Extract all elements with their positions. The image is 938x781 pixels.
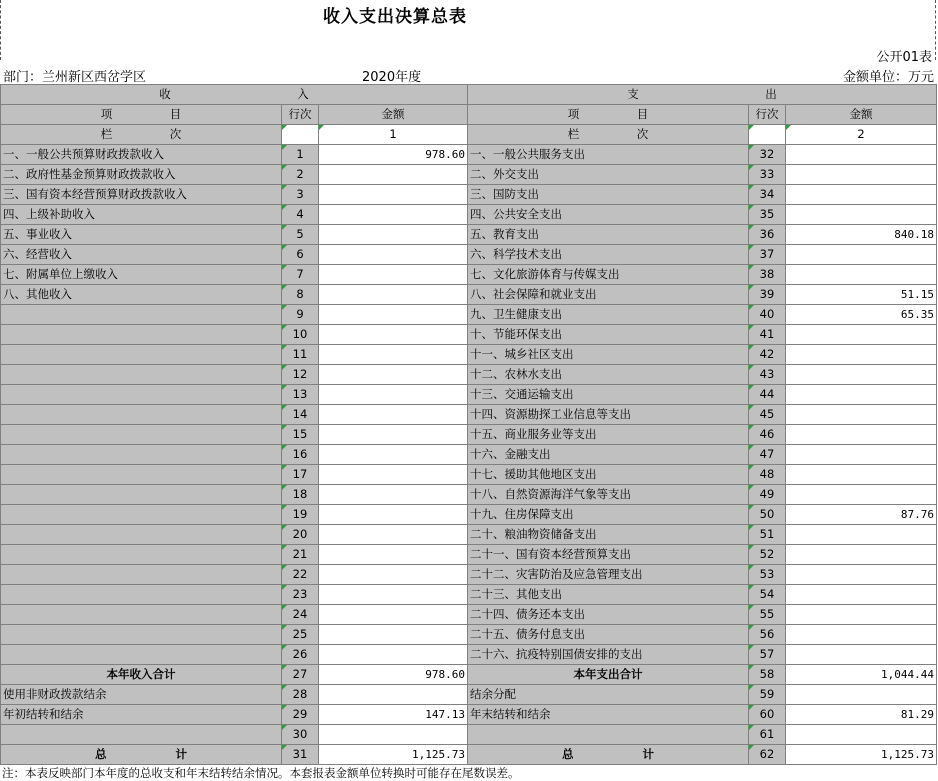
income-amount-header: 金额 — [319, 105, 468, 125]
table-row — [1, 325, 937, 345]
income-amount — [319, 485, 468, 505]
expense-amount — [786, 205, 937, 225]
expense-line-number: 43 — [749, 365, 786, 385]
income-item — [1, 545, 282, 565]
summary-table-body — [1, 85, 937, 765]
expense-item: 十六、金融支出 — [468, 445, 749, 465]
income-amount — [319, 625, 468, 645]
expense-amount — [786, 445, 937, 465]
header-row-column-numbers — [1, 125, 937, 145]
table-row — [1, 385, 937, 405]
income-item — [1, 405, 282, 425]
income-amount — [319, 405, 468, 425]
income-amount — [319, 685, 468, 705]
expense-item: 十五、商业服务业等支出 — [468, 425, 749, 445]
income-amount — [319, 645, 468, 665]
year-label: 2020年度 — [362, 70, 422, 85]
table-row — [1, 725, 937, 745]
total-row — [1, 745, 937, 765]
expense-item: 一、一般公共服务支出 — [468, 145, 749, 165]
income-amount — [319, 205, 468, 225]
income-line-number: 30 — [282, 725, 319, 745]
department-label: 部门：兰州新区西岔学区 — [3, 70, 147, 85]
table-row — [1, 625, 937, 645]
income-line-number: 11 — [282, 345, 319, 365]
expense-line-number: 35 — [749, 205, 786, 225]
expense-column-number: 2 — [786, 125, 937, 145]
expense-amount: 1,044.44 — [786, 665, 937, 685]
income-item — [1, 485, 282, 505]
income-section-header: 收 入 — [1, 85, 468, 105]
income-line-number: 1 — [282, 145, 319, 165]
table-row — [1, 285, 937, 305]
expense-item: 十四、资源勘探工业信息等支出 — [468, 405, 749, 425]
table-row — [1, 365, 937, 385]
expense-item: 七、文化旅游体育与传媒支出 — [468, 265, 749, 285]
income-item — [1, 425, 282, 445]
income-amount — [319, 165, 468, 185]
expense-amount — [786, 465, 937, 485]
income-amount — [319, 185, 468, 205]
expense-amount — [786, 645, 937, 665]
expense-line-number: 39 — [749, 285, 786, 305]
income-line-number: 4 — [282, 205, 319, 225]
table-row — [1, 545, 937, 565]
income-amount — [319, 285, 468, 305]
expense-line-number: 38 — [749, 265, 786, 285]
income-line-number: 17 — [282, 465, 319, 485]
expense-line-number: 37 — [749, 245, 786, 265]
expense-line-number: 51 — [749, 525, 786, 545]
table-row — [1, 485, 937, 505]
expense-item: 二、外交支出 — [468, 165, 749, 185]
table-row — [1, 645, 937, 665]
income-item: 一、一般公共预算财政拨款收入 — [1, 145, 282, 165]
income-line-number: 5 — [282, 225, 319, 245]
income-amount: 978.60 — [319, 665, 468, 685]
expense-amount — [786, 385, 937, 405]
income-item — [1, 565, 282, 585]
expense-amount — [786, 325, 937, 345]
expense-line-number: 52 — [749, 545, 786, 565]
expense-amount — [786, 585, 937, 605]
table-row — [1, 265, 937, 285]
subtotal-row — [1, 665, 937, 685]
table-row — [1, 165, 937, 185]
expense-amount — [786, 165, 937, 185]
expense-amount: 81.29 — [786, 705, 937, 725]
expense-line-number: 47 — [749, 445, 786, 465]
form-code: 公开01表 — [876, 50, 932, 65]
expense-line-header: 行次 — [749, 105, 786, 125]
table-row — [1, 445, 937, 465]
income-item — [1, 325, 282, 345]
income-line-number: 31 — [282, 745, 319, 765]
expense-item: 十八、自然资源海洋气象等支出 — [468, 485, 749, 505]
summary-table — [0, 84, 937, 765]
expense-amount — [786, 145, 937, 165]
expense-item: 二十三、其他支出 — [468, 585, 749, 605]
income-line-number: 3 — [282, 185, 319, 205]
expense-amount: 840.18 — [786, 225, 937, 245]
income-line-header: 行次 — [282, 105, 319, 125]
income-amount — [319, 225, 468, 245]
table-row — [1, 205, 937, 225]
expense-line-number: 53 — [749, 565, 786, 585]
expense-item: 四、公共安全支出 — [468, 205, 749, 225]
expense-item: 九、卫生健康支出 — [468, 305, 749, 325]
expense-amount — [786, 485, 937, 505]
expense-amount — [786, 565, 937, 585]
expense-amount — [786, 405, 937, 425]
income-amount — [319, 325, 468, 345]
table-row — [1, 525, 937, 545]
expense-item: 十、节能环保支出 — [468, 325, 749, 345]
income-amount — [319, 425, 468, 445]
income-amount — [319, 465, 468, 485]
income-item — [1, 725, 282, 745]
header-row-sections — [1, 85, 937, 105]
table-row — [1, 505, 937, 525]
income-item — [1, 445, 282, 465]
income-line-number: 21 — [282, 545, 319, 565]
income-item — [1, 365, 282, 385]
income-amount — [319, 305, 468, 325]
income-amount — [319, 445, 468, 465]
income-item — [1, 525, 282, 545]
income-column-label: 栏 次 — [1, 125, 282, 145]
table-row — [1, 585, 937, 605]
table-row — [1, 425, 937, 445]
income-item: 本年收入合计 — [1, 665, 282, 685]
expense-amount — [786, 425, 937, 445]
income-item — [1, 345, 282, 365]
expense-item: 二十一、国有资本经营预算支出 — [468, 545, 749, 565]
expense-item — [468, 725, 749, 745]
expense-line-number: 41 — [749, 325, 786, 345]
expense-item: 十九、住房保障支出 — [468, 505, 749, 525]
income-item: 七、附属单位上缴收入 — [1, 265, 282, 285]
expense-amount: 65.35 — [786, 305, 937, 325]
income-item — [1, 465, 282, 485]
expense-amount — [786, 545, 937, 565]
table-row — [1, 705, 937, 725]
footnote: 注：本表反映部门本年度的总收支和年末结转结余情况。本套报表金额单位转换时可能存在尾数误差。 — [2, 766, 520, 780]
income-line-number: 26 — [282, 645, 319, 665]
expense-column-label: 栏 次 — [468, 125, 749, 145]
income-item — [1, 645, 282, 665]
expense-item: 总 计 — [468, 745, 749, 765]
table-row — [1, 245, 937, 265]
income-line-number: 18 — [282, 485, 319, 505]
income-item: 二、政府性基金预算财政拨款收入 — [1, 165, 282, 185]
income-column-number: 1 — [319, 125, 468, 145]
expense-line-blank — [749, 125, 786, 145]
income-line-number: 9 — [282, 305, 319, 325]
income-line-number: 20 — [282, 525, 319, 545]
table-row — [1, 345, 937, 365]
table-row — [1, 465, 937, 485]
expense-item: 年末结转和结余 — [468, 705, 749, 725]
income-amount — [319, 385, 468, 405]
income-amount — [319, 565, 468, 585]
expense-amount: 87.76 — [786, 505, 937, 525]
expense-line-number: 36 — [749, 225, 786, 245]
expense-line-number: 60 — [749, 705, 786, 725]
expense-amount — [786, 185, 937, 205]
income-line-number: 29 — [282, 705, 319, 725]
expense-line-number: 62 — [749, 745, 786, 765]
expense-item: 五、教育支出 — [468, 225, 749, 245]
income-line-number: 13 — [282, 385, 319, 405]
expense-line-number: 42 — [749, 345, 786, 365]
expense-item: 二十、粮油物资储备支出 — [468, 525, 749, 545]
income-line-number: 8 — [282, 285, 319, 305]
expense-line-number: 58 — [749, 665, 786, 685]
income-amount — [319, 505, 468, 525]
expense-amount: 51.15 — [786, 285, 937, 305]
income-amount — [319, 585, 468, 605]
expense-item: 三、国防支出 — [468, 185, 749, 205]
income-line-number: 6 — [282, 245, 319, 265]
table-row — [1, 685, 937, 705]
expense-item: 十二、农林水支出 — [468, 365, 749, 385]
expense-amount: 1,125.73 — [786, 745, 937, 765]
income-line-blank — [282, 125, 319, 145]
table-row — [1, 405, 937, 425]
income-amount: 1,125.73 — [319, 745, 468, 765]
income-amount — [319, 265, 468, 285]
expense-item: 结余分配 — [468, 685, 749, 705]
table-row — [1, 145, 937, 165]
expense-line-number: 40 — [749, 305, 786, 325]
unit-label: 金额单位：万元 — [842, 70, 934, 85]
income-item: 六、经营收入 — [1, 245, 282, 265]
expense-amount — [786, 365, 937, 385]
expense-item: 二十六、抗疫特别国债安排的支出 — [468, 645, 749, 665]
income-amount: 978.60 — [319, 145, 468, 165]
page-break-right — [935, 0, 936, 60]
expense-amount — [786, 525, 937, 545]
expense-line-number: 44 — [749, 385, 786, 405]
income-item: 三、国有资本经营预算财政拨款收入 — [1, 185, 282, 205]
expense-amount — [786, 685, 937, 705]
income-amount — [319, 365, 468, 385]
expense-line-number: 45 — [749, 405, 786, 425]
expense-line-number: 46 — [749, 425, 786, 445]
income-item — [1, 605, 282, 625]
expense-item: 八、社会保障和就业支出 — [468, 285, 749, 305]
expense-amount — [786, 265, 937, 285]
expense-line-number: 34 — [749, 185, 786, 205]
income-line-number: 25 — [282, 625, 319, 645]
expense-line-number: 33 — [749, 165, 786, 185]
income-amount — [319, 545, 468, 565]
income-item — [1, 585, 282, 605]
table-row — [1, 605, 937, 625]
income-item: 使用非财政拨款结余 — [1, 685, 282, 705]
expense-line-number: 50 — [749, 505, 786, 525]
income-item — [1, 505, 282, 525]
expense-amount — [786, 345, 937, 365]
table-row — [1, 305, 937, 325]
expense-line-number: 48 — [749, 465, 786, 485]
expense-line-number: 54 — [749, 585, 786, 605]
income-line-number: 10 — [282, 325, 319, 345]
income-line-number: 12 — [282, 365, 319, 385]
income-amount — [319, 525, 468, 545]
expense-line-number: 49 — [749, 485, 786, 505]
expense-amount — [786, 605, 937, 625]
expense-item: 十一、城乡社区支出 — [468, 345, 749, 365]
income-line-number: 16 — [282, 445, 319, 465]
expense-line-number: 57 — [749, 645, 786, 665]
income-line-number: 24 — [282, 605, 319, 625]
income-amount — [319, 245, 468, 265]
income-item — [1, 625, 282, 645]
income-line-number: 15 — [282, 425, 319, 445]
expense-amount — [786, 245, 937, 265]
income-line-number: 27 — [282, 665, 319, 685]
income-line-number: 7 — [282, 265, 319, 285]
income-item-header: 项 目 — [1, 105, 282, 125]
income-line-number: 22 — [282, 565, 319, 585]
income-amount — [319, 345, 468, 365]
income-item: 四、上级补助收入 — [1, 205, 282, 225]
expense-amount — [786, 625, 937, 645]
expense-item-header: 项 目 — [468, 105, 749, 125]
income-item: 年初结转和结余 — [1, 705, 282, 725]
expense-amount-header: 金额 — [786, 105, 937, 125]
expense-item: 本年支出合计 — [468, 665, 749, 685]
income-line-number: 14 — [282, 405, 319, 425]
expense-amount — [786, 725, 937, 745]
table-row — [1, 225, 937, 245]
income-item — [1, 305, 282, 325]
income-amount — [319, 725, 468, 745]
expense-line-number: 56 — [749, 625, 786, 645]
expense-item: 十七、援助其他地区支出 — [468, 465, 749, 485]
expense-item: 十三、交通运输支出 — [468, 385, 749, 405]
expense-item: 六、科学技术支出 — [468, 245, 749, 265]
expense-line-number: 59 — [749, 685, 786, 705]
expense-line-number: 61 — [749, 725, 786, 745]
income-line-number: 2 — [282, 165, 319, 185]
report-title: 收入支出决算总表 — [323, 7, 467, 27]
expense-item: 二十四、债务还本支出 — [468, 605, 749, 625]
income-amount: 147.13 — [319, 705, 468, 725]
expense-item: 二十二、灾害防治及应急管理支出 — [468, 565, 749, 585]
expense-line-number: 32 — [749, 145, 786, 165]
income-item: 总 计 — [1, 745, 282, 765]
table-row — [1, 185, 937, 205]
expense-item: 二十五、债务付息支出 — [468, 625, 749, 645]
income-line-number: 28 — [282, 685, 319, 705]
income-item: 八、其他收入 — [1, 285, 282, 305]
income-item — [1, 385, 282, 405]
income-amount — [319, 605, 468, 625]
income-item: 五、事业收入 — [1, 225, 282, 245]
header-row-columns — [1, 105, 937, 125]
expense-section-header: 支 出 — [468, 85, 937, 105]
income-line-number: 19 — [282, 505, 319, 525]
expense-line-number: 55 — [749, 605, 786, 625]
table-row — [1, 565, 937, 585]
income-line-number: 23 — [282, 585, 319, 605]
